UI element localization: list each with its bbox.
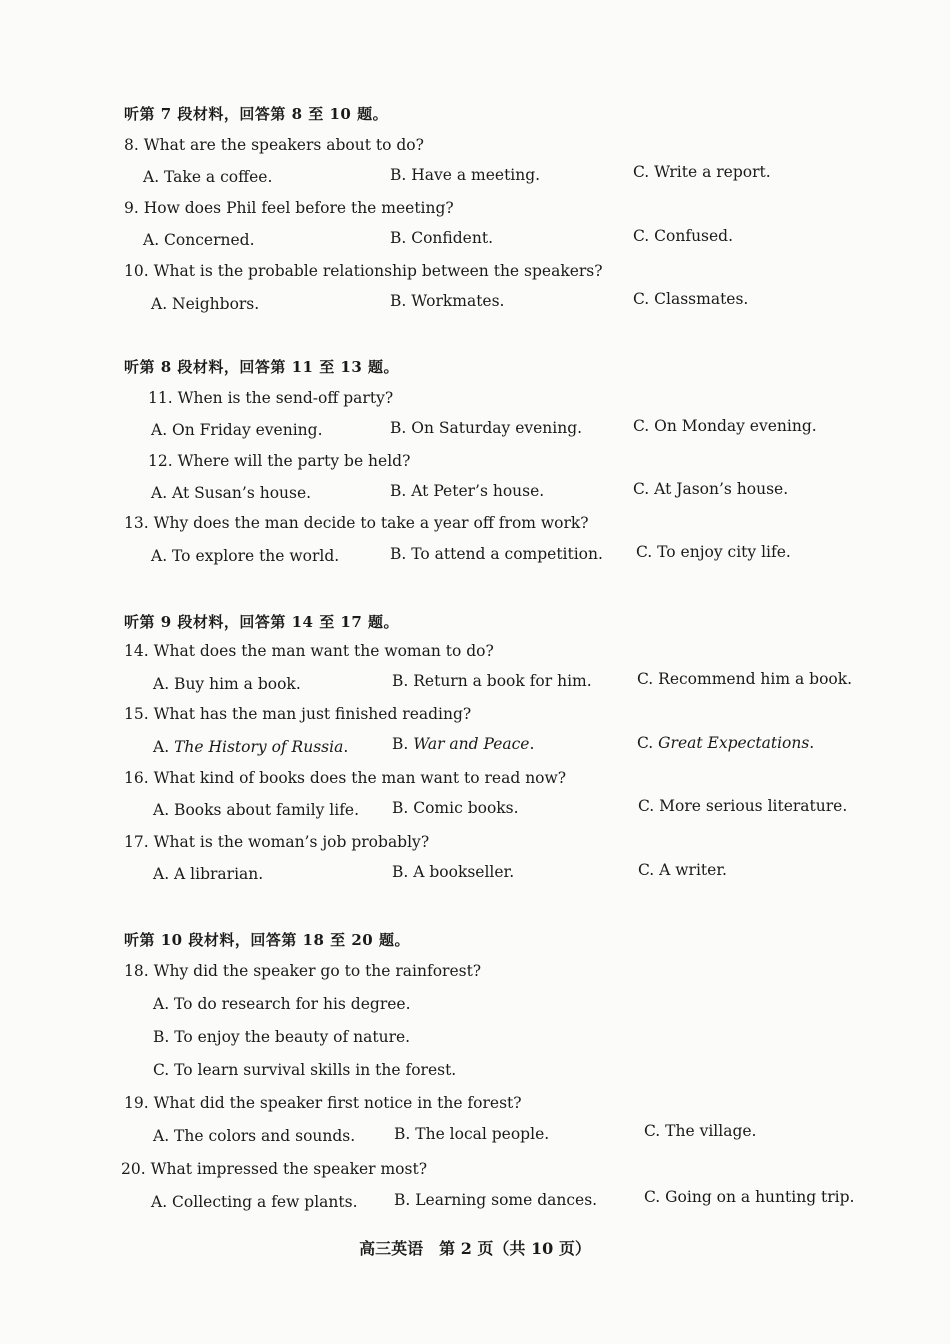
question-12: 12. Where will the party be held?	[148, 452, 411, 470]
question-9: 9. How does Phil feel before the meeting?	[124, 199, 454, 217]
option-8c: C. Write a report.	[633, 163, 771, 181]
option-17c: C. A writer.	[638, 861, 727, 879]
option-14b: B. Return a book for him.	[392, 672, 592, 690]
option-9b: B. Confident.	[390, 229, 493, 247]
question-11: 11. When is the send-off party?	[148, 389, 394, 407]
option-13c: C. To enjoy city life.	[636, 543, 791, 561]
option-10c: C. Classmates.	[633, 290, 749, 308]
page-footer: 高三英语 第 2 页（共 10 页）	[359, 1239, 591, 1258]
option-19a: A. The colors and sounds.	[153, 1127, 356, 1145]
option-16c: C. More serious literature.	[638, 797, 848, 815]
option-17a: A. A librarian.	[153, 865, 264, 883]
option-8a: A. Take a coffee.	[143, 168, 273, 186]
option-12a: A. At Susan’s house.	[151, 484, 312, 502]
option-11c: C. On Monday evening.	[633, 417, 817, 435]
option-18c: C. To learn survival skills in the forest.	[153, 1061, 457, 1079]
question-10: 10. What is the probable relationship between the speakers?	[124, 262, 603, 280]
option-15a: A. The History of Russia.	[153, 738, 349, 756]
option-12b: B. At Peter’s house.	[390, 482, 545, 500]
option-20c: C. Going on a hunting trip.	[644, 1188, 855, 1206]
question-13: 13. Why does the man decide to take a year off from work?	[124, 514, 589, 532]
option-9c: C. Confused.	[633, 227, 734, 245]
option-19c: C. The village.	[644, 1122, 757, 1140]
question-15: 15. What has the man just finished reading?	[124, 705, 472, 723]
option-13b: B. To attend a competition.	[390, 545, 603, 563]
option-14c: C. Recommend him a book.	[637, 670, 853, 688]
question-18: 18. Why did the speaker go to the rainforest?	[124, 962, 482, 980]
option-11b: B. On Saturday evening.	[390, 419, 583, 437]
section-heading: 听第 9 段材料，回答第 14 至 17 题。	[124, 613, 400, 631]
question-17: 17. What is the woman’s job probably?	[124, 833, 430, 851]
question-20: 20. What impressed the speaker most?	[121, 1160, 428, 1178]
option-16a: A. Books about family life.	[153, 801, 360, 819]
question-8: 8. What are the speakers about to do?	[124, 136, 424, 154]
option-16b: B. Comic books.	[392, 799, 519, 817]
option-10a: A. Neighbors.	[151, 295, 260, 313]
question-14: 14. What does the man want the woman to do?	[124, 642, 494, 660]
question-16: 16. What kind of books does the man want to read now?	[124, 769, 567, 787]
option-9a: A. Concerned.	[143, 231, 255, 249]
section-heading: 听第 7 段材料，回答第 8 至 10 题。	[124, 105, 389, 123]
question-19: 19. What did the speaker first notice in the forest?	[124, 1094, 522, 1112]
section-heading: 听第 8 段材料，回答第 11 至 13 题。	[124, 358, 400, 376]
option-15c: C. Great Expectations.	[637, 734, 815, 752]
option-19b: B. The local people.	[394, 1125, 550, 1143]
option-8b: B. Have a meeting.	[390, 166, 541, 184]
option-15b: B. War and Peace.	[392, 735, 535, 753]
option-18b: B. To enjoy the beauty of nature.	[153, 1028, 411, 1046]
option-18a: A. To do research for his degree.	[153, 995, 411, 1013]
section-heading: 听第 10 段材料，回答第 18 至 20 题。	[124, 931, 410, 949]
option-20a: A. Collecting a few plants.	[151, 1193, 358, 1211]
option-13a: A. To explore the world.	[151, 547, 340, 565]
option-10b: B. Workmates.	[390, 292, 505, 310]
option-20b: B. Learning some dances.	[394, 1191, 598, 1209]
option-11a: A. On Friday evening.	[151, 421, 323, 439]
option-14a: A. Buy him a book.	[153, 675, 301, 693]
option-17b: B. A bookseller.	[392, 863, 515, 881]
option-12c: C. At Jason’s house.	[633, 480, 789, 498]
